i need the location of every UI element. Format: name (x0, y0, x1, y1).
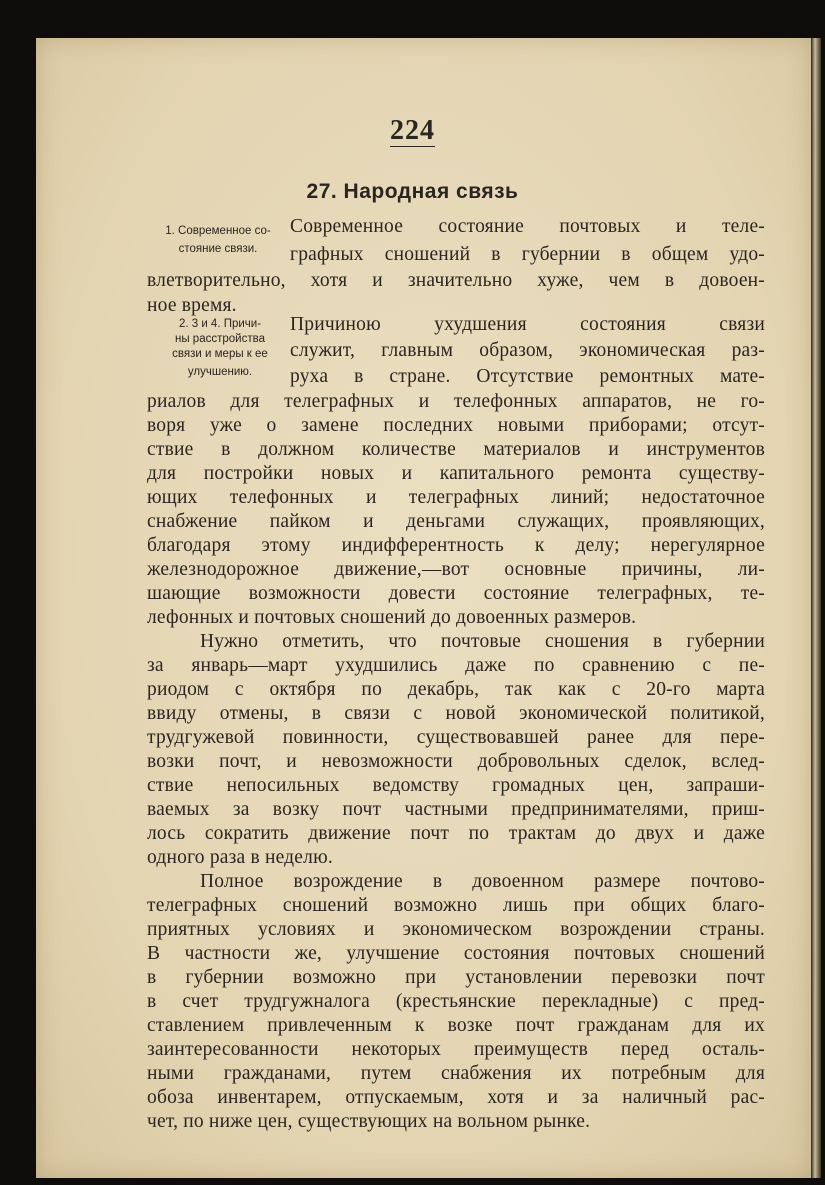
marginal-line: улучшению. (187, 366, 253, 378)
text-line: риалов для телеграфных и телефонных аппаратов, не го- (147, 391, 765, 412)
marginal-line: 1. Современное со- (165, 225, 271, 237)
marginal-note-1 (148, 224, 288, 257)
text-line: Причиною ухудшения состояния связи (290, 314, 765, 335)
text-line: в счет трудгужналога (крестьянские перекладные) с пред- (147, 991, 765, 1012)
text-line: Нужно отметить, что почтовые сношения в губернии (200, 631, 765, 652)
marginal-line: связи и меры к ее (172, 348, 268, 360)
marginal-line: стояние связи. (178, 243, 258, 255)
text-line: ное время. (147, 295, 237, 316)
text-line: воря уже о замене последних новыми приборами; отсут- (147, 415, 765, 436)
text-line: железнодорожное движение,—вот основные причины, ли- (147, 559, 765, 580)
text-line: ствие в должном количестве материалов и инструментов (147, 439, 765, 460)
text-line: приятных условиях и экономическом возрождении страны. (147, 919, 765, 940)
text-line: Современное состояние почтовых и теле- (290, 216, 765, 237)
text-line: ствие непосильных ведомству громадных цен, запраши- (147, 775, 765, 796)
page-number: 224 (390, 115, 435, 146)
text-line: обоза инвентарем, отпускаемым, хотя и за наличный рас- (147, 1087, 765, 1108)
text-line: в губернии возможно при установлении перевозки почт (147, 967, 765, 988)
text-line: телеграфных сношений возможно лишь при общих благо- (147, 895, 765, 916)
marginal-note-2 (150, 317, 290, 380)
text-line: снабжение пайком и деньгами служащих, проявляющих, (147, 511, 765, 532)
text-line: В частности же, улучшение состояния почтовых сношений (147, 943, 765, 964)
text-line: шающие возможности довести состояние телеграфных, те- (147, 583, 765, 604)
text-line: руха в стране. Отсутствие ремонтных мате- (290, 366, 765, 387)
text-line: ввиду отмены, в связи с новой экономической политикой, (147, 703, 765, 724)
text-line: чет, по ниже цен, существующих на вольном рынке. (147, 1111, 591, 1132)
text-line: одного раза в неделю. (147, 847, 333, 868)
marginal-line: 2. 3 и 4. Причи- (178, 318, 262, 330)
text-line: трудгужевой повинности, существовавшей ранее для пере- (147, 727, 765, 748)
text-line: за январь—март ухудшились даже по сравнению с пе- (147, 655, 765, 676)
marginal-line: ны расстройства (175, 333, 265, 345)
text-line: ваемых за возку почт частными предпринимателями, приш- (147, 799, 765, 820)
text-line: влетворительно, хотя и значительно хуже, чем в довоен- (147, 270, 765, 291)
text-line: Полное возрождение в довоенном размере почтово- (200, 871, 765, 892)
text-line: возки почт, и невозможности добровольных сделок, вслед- (147, 751, 765, 772)
text-line: ставлением привлеченным к возке почт гражданам для их (147, 1015, 765, 1036)
page-edge (811, 38, 821, 1178)
text-line: ющих телефонных и телеграфных линий; недостаточное (147, 487, 765, 508)
text-line: служит, главным образом, экономическая раз- (290, 340, 765, 361)
text-line: лось сократить движение почт по трактам до двух и даже (147, 823, 765, 844)
text-line: лефонных и почтовых сношений до довоенных размеров. (147, 607, 637, 628)
text-line: ными гражданами, путем снабжения их потребным для (147, 1063, 765, 1084)
text-line: заинтересованности некоторых преимуществ перед осталь- (147, 1039, 765, 1060)
text-line: для постройки новых и капитального ремонта существу- (147, 463, 765, 484)
text-line: графных сношений в губернии в общем удо- (290, 244, 765, 265)
text-line: риодом с октября по декабрь, так как с 20-го марта (147, 679, 765, 700)
section-heading: 27. Народная связь (306, 180, 519, 203)
text-line: благодаря этому индифферентность к делу; нерегулярное (147, 535, 765, 556)
